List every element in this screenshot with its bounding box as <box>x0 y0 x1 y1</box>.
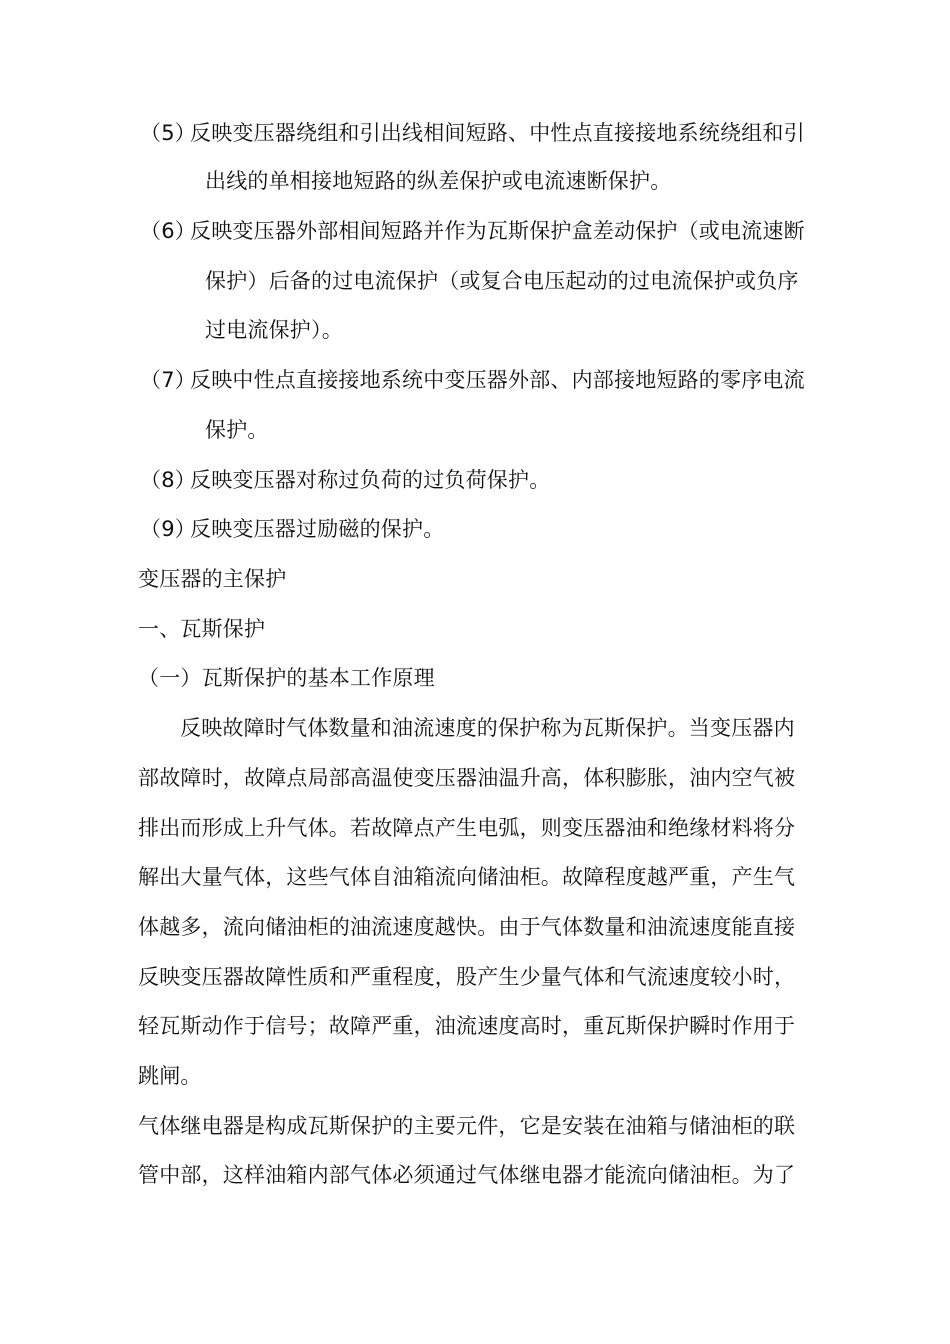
list-item-number: （9） <box>140 517 196 541</box>
paragraph-1-line-7: 轻瓦斯动作于信号；故障严重，油流速度高时，重瓦斯保护瞬时作用于 <box>138 1014 796 1038</box>
paragraph-1-line-3: 排出而形成上升气体。若故障点产生电弧，则变压器油和绝缘材料将分 <box>138 816 796 840</box>
list-item-9-line-1 <box>140 514 444 544</box>
sub-subsection-heading: （一）瓦斯保护的基本工作原理 <box>138 666 435 690</box>
list-item-5-line-2: 出线的单相接地短路的纵差保护或电流速断保护。 <box>205 169 672 193</box>
list-item-8-line-1 <box>140 465 550 495</box>
paragraph-1-line-2: 部故障时，故障点局部高温使变压器油温升高，体积膨胀，油内空气被 <box>138 766 796 790</box>
paragraph-1-line-1: 反映故障时气体数量和油流速度的保护称为瓦斯保护。当变压器内 <box>180 716 795 740</box>
list-item-6-line-2: 保护）后备的过电流保护（或复合电压起动的过电流保护或负序 <box>205 269 799 293</box>
list-item-5-line-1 <box>140 118 805 148</box>
list-item-text: 反映中性点直接接地系统中变压器外部、内部接地短路的零序电流 <box>190 368 805 392</box>
list-item-number: （5） <box>140 121 196 145</box>
list-item-7-line-1 <box>140 365 805 395</box>
paragraph-1-line-8: 跳闸。 <box>138 1064 202 1088</box>
list-item-number: （7） <box>140 368 196 392</box>
paragraph-1-line-5: 体越多，流向储油柜的油流速度越快。由于气体数量和油流速度能直接 <box>138 915 796 939</box>
list-item-number: （8） <box>140 468 196 492</box>
subsection-heading: 一、瓦斯保护 <box>138 617 266 641</box>
list-item-number: （6） <box>140 219 196 243</box>
paragraph-2-line-2: 管中部，这样油箱内部气体必须通过气体继电器才能流向储油柜。为了 <box>138 1163 796 1187</box>
paragraph-2-line-1: 气体继电器是构成瓦斯保护的主要元件，它是安装在油箱与储油柜的联 <box>138 1114 796 1138</box>
paragraph-1-line-4: 解出大量气体，这些气体自油箱流向储油柜。故障程度越严重，产生气 <box>138 865 796 889</box>
list-item-6-line-1 <box>140 216 805 246</box>
list-item-text: 反映变压器外部相间短路并作为瓦斯保护盒差动保护（或电流速断 <box>190 219 805 243</box>
list-item-text: 反映变压器过励磁的保护。 <box>190 517 445 541</box>
list-item-text: 反映变压器对称过负荷的过负荷保护。 <box>190 468 551 492</box>
section-heading: 变压器的主保护 <box>138 567 287 591</box>
list-item-6-line-3: 过电流保护）。 <box>205 318 343 342</box>
paragraph-1-line-6: 反映变压器故障性质和严重程度，股产生少量气体和气流速度较小时， <box>138 965 796 989</box>
list-item-text: 反映变压器绕组和引出线相间短路、中性点直接接地系统绕组和引 <box>190 121 805 145</box>
list-item-7-line-2: 保护。 <box>205 418 269 442</box>
